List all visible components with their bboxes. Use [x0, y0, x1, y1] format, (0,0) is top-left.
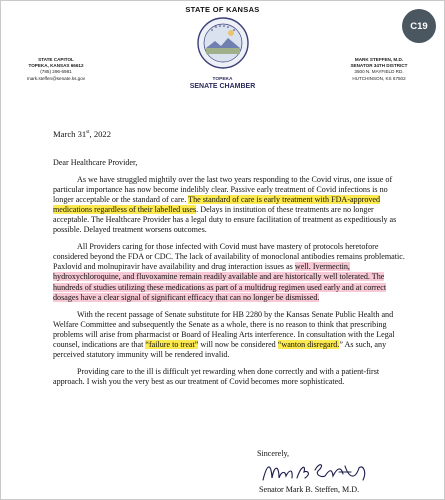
paragraph-4: Providing care to the ill is difficult yet rewarding when done correctly and with a patient-first approach. I wish you the very best as our treatment of Covid becomes more sophisticated. [53, 366, 380, 386]
paragraph-text: ” As such, any perceived statutory immunity will be rendered invalid. [53, 339, 387, 359]
salutation: Dear Healthcare Provider, [53, 158, 138, 167]
date-month-day: March 31 [53, 129, 87, 139]
chamber-name: SENATE CHAMBER [189, 83, 256, 90]
chamber-city: TOPEKA [212, 77, 233, 82]
yellow-highlight: The standard of care is early treatment with FDA-approved medications regardless of their labelled uses [53, 195, 381, 215]
signer-name: Senator Mark B. Steffen, M.D. [259, 485, 360, 494]
date-year: , 2022 [89, 129, 111, 139]
paragraph-text: With the recent passage of Senate substitute for HB 2280 by the Kansas Senate Public Health and Welfare Committee and subsequently the Senate as a whole, there is no reason to think that prescribing problems will arise from pharmacist or Board of Healing Arts interference. In consultation with the Legal counsel, indications are that [53, 309, 395, 349]
letter-date [53, 129, 111, 139]
left-address-line: (785) 296-6981 [40, 69, 72, 75]
right-address-block [324, 57, 434, 82]
handwritten-signature-icon [259, 458, 369, 486]
paragraph-text: will now be considered [198, 339, 278, 349]
right-address-line: SENATOR 34TH DISTRICT [350, 63, 408, 69]
paragraph-1 [53, 175, 409, 235]
yellow-highlight: “wanton disregard. [277, 339, 340, 349]
paragraph-text: All Providers caring for those infected with Covid must have mastery of protocols heretofore considered beyond the FDA or CDC. The lack of availability of monoclonal antibodies remains problematic. Paxlovid and molnupiravir have availability and drug interaction issues as [53, 242, 405, 272]
pink-highlight: well. Ivermectin, hydroxychloroquine, and fluvoxamine remain readily available and are historically well tolerated. The hundreds of studies utilizing these medications as part of a multidrug regimen used early and at correct dosages have a clear signal of significant efficacy that can no longer be dismissed. [53, 262, 387, 302]
yellow-highlight: “failure to treat” [145, 339, 199, 349]
c19-badge: C19 [402, 9, 436, 43]
left-address-line: TOPEKA, KANSAS 66612 [28, 63, 84, 69]
state-title: STATE OF KANSAS [185, 5, 260, 14]
right-address-line: 3500 N. MAYFIELD RD. [354, 69, 404, 75]
letter-body [53, 158, 409, 394]
right-address-line: MARK STEFFEN, M.D. [354, 57, 404, 62]
kansas-state-seal-icon [197, 17, 249, 69]
date-ordinal: st [86, 130, 90, 136]
closing: Sincerely, [257, 449, 290, 458]
paragraph-2 [53, 242, 409, 302]
right-address-line: HUTCHINSON, KS 67502 [352, 75, 406, 81]
paragraph-3 [53, 310, 409, 360]
left-address-line: STATE CAPITOL [38, 57, 74, 62]
paragraph-text: As we have struggled mightily over the last two years responding to the Covid virus, one issue of particular importance has now become indelibly clear. Passive early treatment of Covid infections is no longer acceptable or the standard of care. [53, 175, 393, 205]
paragraph-text: . Delays in institution of these treatments are no longer acceptable. The Healthcare Provider has a legal duty to ensure facilitation of treatment as expeditiously as possible. Delayed treatment worsens outcomes. [53, 205, 397, 235]
left-address-email: mark.steffen@senate.ks.gov [26, 75, 86, 81]
